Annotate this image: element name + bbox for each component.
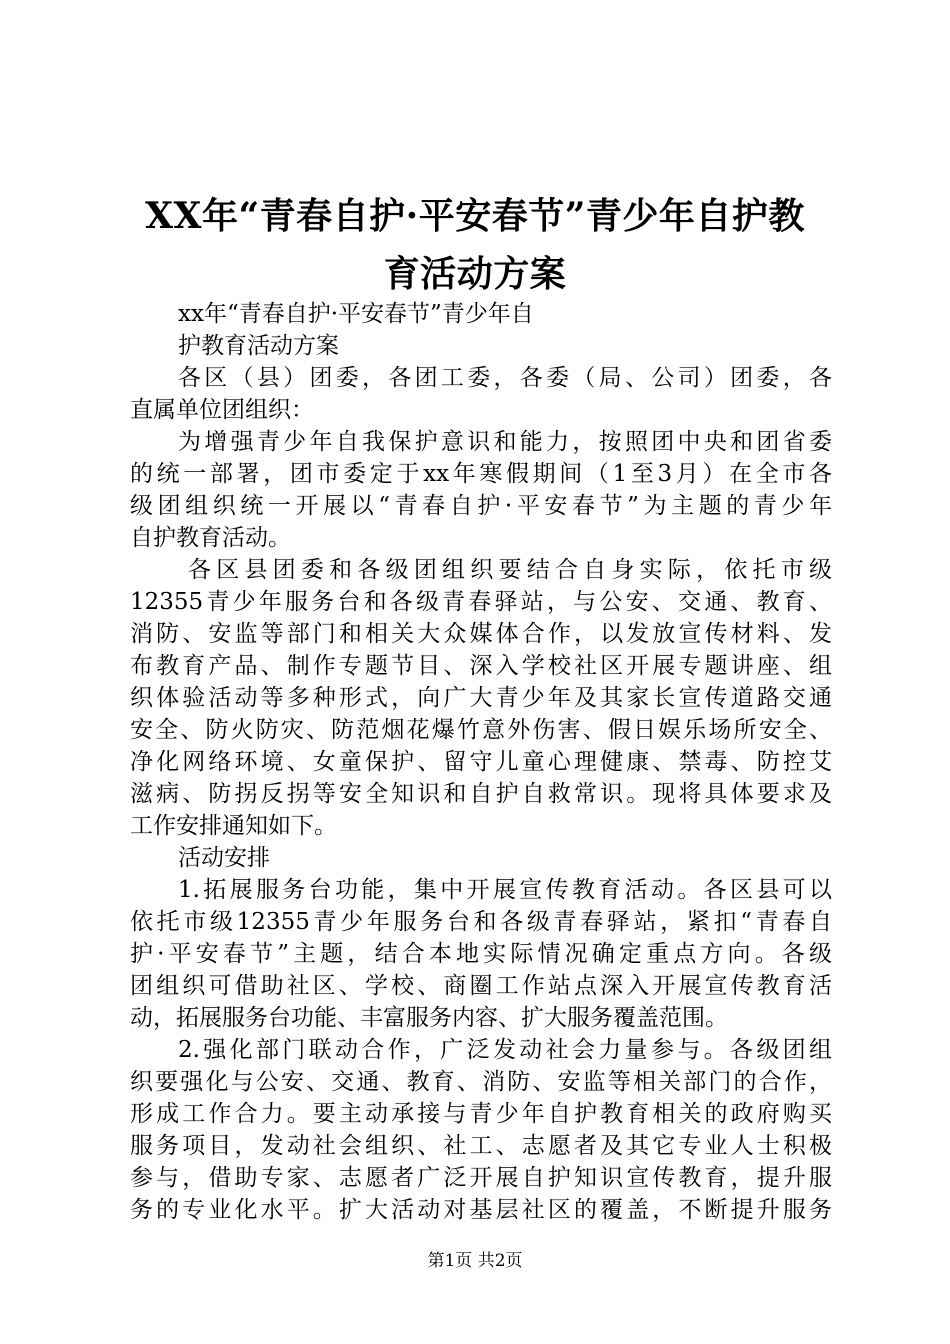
salutation-line-1: 各区（县）团委，各团工委，各委（局、公司）团委，各 [178,365,832,391]
paragraph-line: 务的专业化水平。扩大活动对基层社区的覆盖，不断提升服务 [130,1197,832,1223]
page-number-footer: 第1页 共2页 [427,1251,523,1271]
paragraph-line: 工作安排通知如下。 [130,813,337,839]
subtitle-line-2: 护教育活动方案 [178,333,339,359]
section-heading: 活动安排 [178,845,270,871]
paragraph-line: 消防、安监等部门和相关大众媒体合作，以发放宣传材料、发 [130,621,832,647]
subtitle-line-1: xx年“青春自护·平安春节”青少年自 [178,301,534,327]
salutation-line-2: 直属单位团组织： [130,397,314,423]
paragraph-line: 动，拓展服务台功能、丰富服务内容、扩大服务覆盖范围。 [130,1005,728,1031]
paragraph-line: 滋病、防拐反拐等安全知识和自护自救常识。现将具体要求及 [130,781,832,807]
paragraph-line: 级团组织统一开展以“青春自护·平安春节”为主题的青少年 [130,493,832,519]
paragraph-line: 自护教育活动。 [130,525,291,551]
paragraph-line: 团组织可借助社区、学校、商圈工作站点深入开展宣传教育活 [130,973,832,999]
document-title-line-2: 育活动方案 [383,253,567,295]
paragraph-line: 布教育产品、制作专题节目、深入学校社区开展专题讲座、组 [130,653,832,679]
paragraph-line: 护·平安春节”主题，结合本地实际情况确定重点方向。各级 [130,941,832,967]
paragraph-line: 依托市级12355青少年服务台和各级青春驿站，紧扣“青春自 [130,909,832,935]
paragraph-line: 各区县团委和各级团组织要结合自身实际，依托市级 [188,557,832,583]
paragraph-line: 安全、防火防灾、防范烟花爆竹意外伤害、假日娱乐场所安全、 [130,717,832,743]
paragraph-line: 12355青少年服务台和各级青春驿站，与公安、交通、教育、 [130,589,832,615]
paragraph-line: 2.强化部门联动合作，广泛发动社会力量参与。各级团组 [178,1037,832,1063]
paragraph-line: 净化网络环境、女童保护、留守儿童心理健康、禁毒、防控艾 [130,749,832,775]
paragraph-line: 为增强青少年自我保护意识和能力，按照团中央和团省委 [178,429,832,455]
paragraph-line: 参与，借助专家、志愿者广泛开展自护知识宣传教育，提升服 [130,1165,832,1191]
paragraph-line: 形成工作合力。要主动承接与青少年自护教育相关的政府购买 [130,1101,832,1127]
paragraph-line: 的统一部署，团市委定于xx年寒假期间（1至3月）在全市各 [130,461,832,487]
paragraph-line: 织体验活动等多种形式，向广大青少年及其家长宣传道路交通 [130,685,832,711]
paragraph-line: 织要强化与公安、交通、教育、消防、安监等相关部门的合作， [130,1069,832,1095]
paragraph-line: 服务项目，发动社会组织、社工、志愿者及其它专业人士积极 [130,1133,832,1159]
document-title-line-1: XX年“青春自护·平安春节”青少年自护教 [145,195,805,237]
paragraph-line: 1.拓展服务台功能，集中开展宣传教育活动。各区县可以 [178,877,832,903]
